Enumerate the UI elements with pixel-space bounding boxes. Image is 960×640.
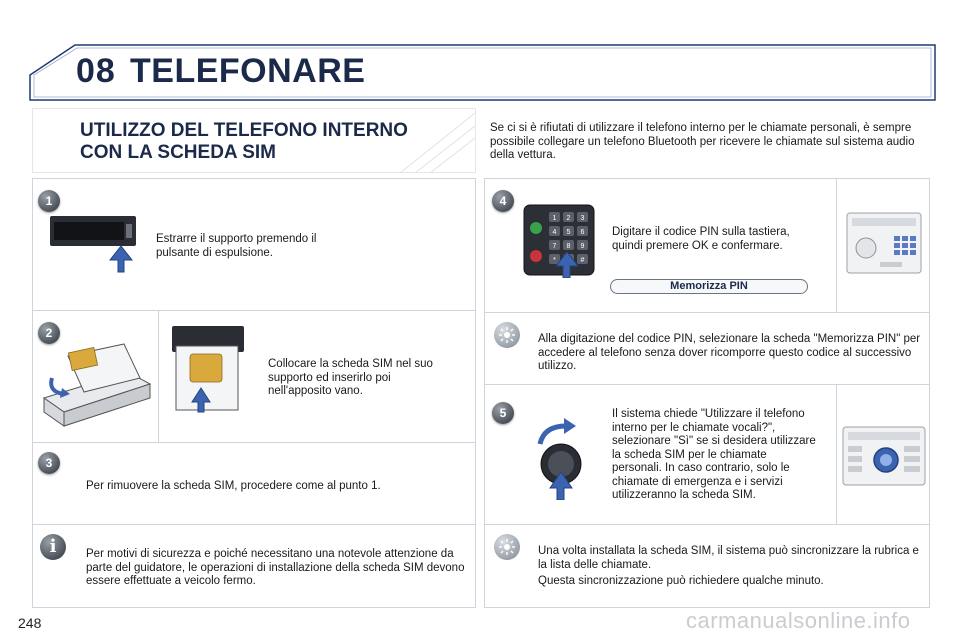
right-divider-image-4 — [836, 178, 837, 312]
tip-sync-text-2: Questa sincronizzazione può richiedere qualche minuto. — [538, 575, 824, 587]
section-title — [80, 120, 440, 164]
memorize-pin-tab[interactable]: Memorizza PIN — [610, 279, 808, 294]
tip-sync-text-1: Una volta installata la scheda SIM, il sistema può sincronizzare la rubrica e la lista delle chiamate. — [538, 545, 919, 571]
keypad-key: 8 — [566, 243, 571, 250]
keypad-key: 4 — [552, 229, 557, 236]
keypad-key: 2 — [566, 215, 571, 222]
sim-slot-illustration — [48, 212, 148, 278]
right-divider-image-5 — [836, 384, 837, 524]
watermark: carmanualsonline.info — [686, 608, 911, 633]
step-4-text: Digitare il codice PIN sulla tastiera, quindi premere OK e confermare. — [612, 226, 790, 252]
keypad-key: 6 — [580, 229, 585, 236]
section-title-line1: UTILIZZO DEL TELEFONO INTERNO — [80, 120, 408, 141]
keypad-key: 1 — [552, 215, 557, 222]
step-5-text: Il sistema chiede "Utilizzare il telefono interno per le chiamate vocali?", selezionare "Sì" se si desidera utilizzare la scheda SIM per le chiamate personali. In caso contrario, solo le chiamate di emergenza e i servizi utilizzeranno la scheda SIM. — [612, 408, 816, 501]
step-4-badge: 4 — [492, 190, 514, 212]
step-1-text: Estrarre il supporto premendo il pulsante di espulsione. — [156, 233, 317, 259]
right-divider-3 — [484, 524, 930, 525]
step-2-text: Collocare la scheda SIM nel suo supporto ed inserirlo poi nell'apposito vano. — [268, 358, 433, 397]
keypad-key: 7 — [552, 243, 557, 250]
divider-step2-image — [158, 310, 159, 442]
step-3-text: Per rimuovere la scheda SIM, procedere come al punto 1. — [86, 480, 381, 492]
info-note-text: Per motivi di sicurezza e poiché necessitano una notevole attenzione da parte del guidatore, le operazioni di installazione della scheda SIM devono essere effettuate a veicolo fermo. — [86, 548, 465, 587]
chapter-number: 08 — [76, 52, 116, 90]
step-2-badge: 2 — [38, 322, 60, 344]
divider-3 — [32, 524, 476, 525]
step-1-badge: 1 — [38, 190, 60, 212]
tip-pin-text: Alla digitazione del codice PIN, selezionare la scheda "Memorizza PIN" per accedere al telefono senza dover ricomporre questo codice al successivo utilizzo. — [538, 333, 921, 372]
chapter-title: TELEFONARE — [130, 52, 366, 90]
keypad-key: * — [553, 257, 556, 264]
sim-insert-illustration — [40, 338, 154, 434]
sim-tray-illustration — [166, 322, 250, 414]
step-5-badge: 5 — [492, 402, 514, 424]
keypad-key: 5 — [566, 229, 571, 236]
page-number: 248 — [18, 615, 42, 631]
keypad-key: 9 — [580, 243, 585, 250]
info-icon: i — [40, 534, 66, 560]
radio-unit-thumbnail-5 — [842, 426, 926, 486]
step-3-badge: 3 — [38, 452, 60, 474]
keypad-key: # — [580, 257, 585, 264]
right-divider-2 — [484, 384, 930, 385]
lightbulb-icon — [498, 326, 516, 344]
right-divider-1 — [484, 312, 930, 313]
intro-text: Se ci si è rifiutati di utilizzare il telefono interno per le chiamate personali, è sempre possibile collegare un telefono Bluetooth per ricevere le chiamate sul sistema audio della vettura. — [490, 122, 915, 161]
section-title-line2: CON LA SCHEDA SIM — [80, 142, 276, 163]
lightbulb-icon — [498, 538, 516, 556]
divider-2 — [32, 442, 476, 443]
rotary-knob-illustration — [530, 414, 590, 500]
radio-unit-thumbnail-4 — [846, 212, 922, 274]
divider-1 — [32, 310, 476, 311]
keypad-illustration — [523, 204, 595, 278]
keypad-key: 3 — [580, 215, 585, 222]
